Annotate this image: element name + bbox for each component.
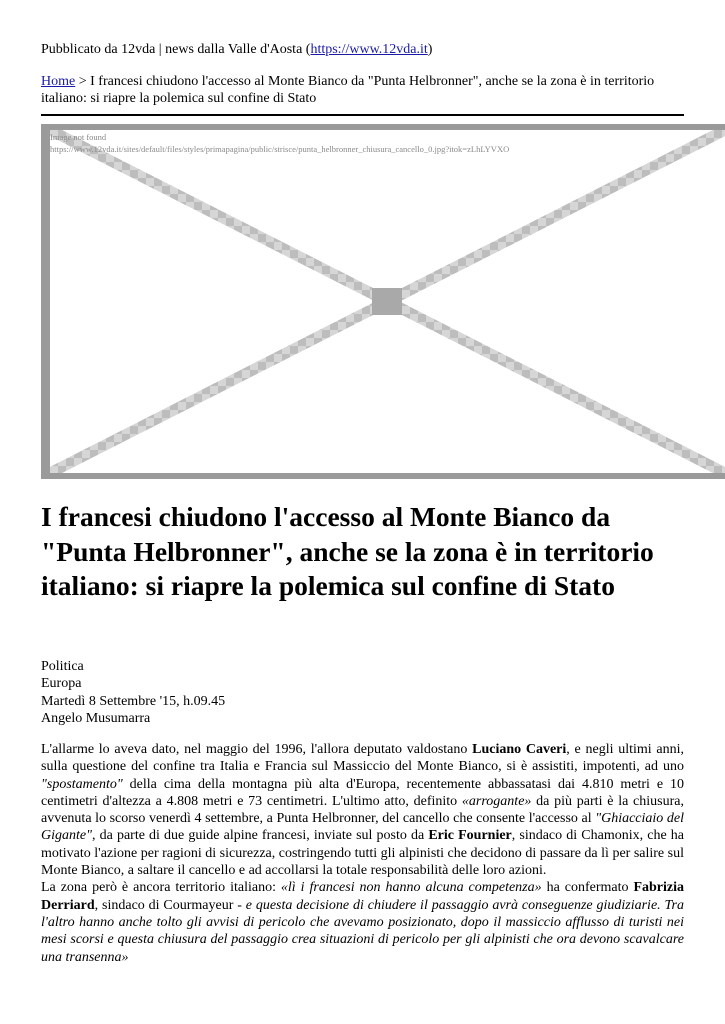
article-paragraph bbox=[41, 741, 684, 879]
italic-quote: "spostamento" bbox=[41, 776, 123, 792]
text-run: da più parti è la chiusura, avvenuta lo scorso venerdì 4 settembre, a Punta Helbronner, del cancello che consente l'accesso al bbox=[41, 793, 684, 827]
publisher-prefix: Pubblicato da 12vda | news dalla Valle d'Aosta ( bbox=[41, 42, 311, 57]
italic-quote: «arrogante» bbox=[461, 793, 532, 809]
text-run: della cima della montagna più alta d'Europa, recentemente abbassatasi dai 4.810 metri e 10 centimetri d'altezza a 4.808 metri e 73 centimetri. L'ultimo atto, definito bbox=[41, 776, 684, 809]
breadcrumb-separator: > bbox=[75, 74, 91, 89]
text-run: , sindaco di Courmayeur - bbox=[94, 897, 246, 913]
article-author: Angelo Musumarra bbox=[41, 710, 151, 726]
header-divider bbox=[41, 114, 684, 116]
italic-quote: e questa decisione di chiudere il passaggio avrà conseguenze giudiziarie. Tra l'altro hanno anche tolto gli avvisi di pericolo che avevamo posizionato, dopo il massiccio afflusso di turisti nei mesi scorsi e questa chiusura del passaggio crea situazioni di pericolo per gli alpinisti che ora devono scavalcare una transenna» bbox=[41, 897, 684, 965]
publisher-line bbox=[41, 41, 432, 58]
breadcrumb-home-link[interactable]: Home bbox=[41, 74, 76, 89]
italic-quote: «lì i francesi non hanno alcuna competenza» bbox=[280, 880, 542, 896]
broken-image bbox=[41, 124, 725, 479]
bold-name: Fabrizia Derriard bbox=[41, 880, 684, 913]
article-subsection: Europa bbox=[41, 676, 82, 692]
italic-quote: "Ghiacciaio del Gigante" bbox=[41, 811, 684, 844]
text-run: , sindaco di Chamonix, che ha motivato l'azione per ragioni di sicurezza, costringendo tutti gli alpinisti che decidono di passare da lì per salire sul Monte Bianco, a saltare il cancello e ad accollarsi la totale responsabilità delle loro azioni. bbox=[41, 828, 684, 879]
publisher-suffix: ) bbox=[427, 42, 433, 57]
text-run: ha confermato bbox=[541, 880, 634, 896]
site-link[interactable]: https://www.12vda.it bbox=[310, 42, 428, 57]
bold-name: Luciano Caveri bbox=[472, 742, 567, 757]
image-error-text bbox=[50, 131, 509, 155]
article-section: Politica bbox=[41, 659, 84, 674]
image-placeholder-cross-icon bbox=[50, 130, 725, 473]
article-paragraph bbox=[41, 879, 684, 965]
text-run: L'allarme lo aveva dato, nel maggio del 1996, l'allora deputato valdostano bbox=[41, 742, 473, 757]
breadcrumb bbox=[41, 73, 684, 107]
article-date: Martedì 8 Settembre '15, h.09.45 bbox=[41, 693, 226, 709]
text-run: , da parte di due guide alpine francesi, inviate sul posto da bbox=[91, 828, 429, 844]
bold-name: Eric Fournier bbox=[428, 828, 512, 844]
breadcrumb-current: I francesi chiudono l'accesso al Monte Bianco da "Punta Helbronner", anche se la zona è in territorio italiano: si riapre la polemica sul confine di Stato bbox=[41, 74, 655, 106]
article-meta bbox=[41, 658, 225, 727]
text-run: , e negli ultimi anni, sulla questione del confine tra Italia e Francia sul Massiccio del Monte Bianco, si è assistiti, impotenti, ad uno bbox=[41, 742, 684, 775]
article-body bbox=[41, 741, 684, 966]
image-not-found-label: Image not found bbox=[50, 132, 107, 142]
image-source-url: https://www.12vda.it/sites/default/files/styles/primapagina/public/strisce/punta_helbronner_chiusura_cancello_0.jpg?itok=zLhLYVXO bbox=[50, 144, 510, 154]
text-run: La zona però è ancora territorio italiano: bbox=[41, 880, 281, 896]
article-title: I francesi chiudono l'accesso al Monte Bianco da "Punta Helbronner", anche se la zona è in territorio italiano: si riapre la polemica sul confine di Stato bbox=[41, 501, 654, 601]
